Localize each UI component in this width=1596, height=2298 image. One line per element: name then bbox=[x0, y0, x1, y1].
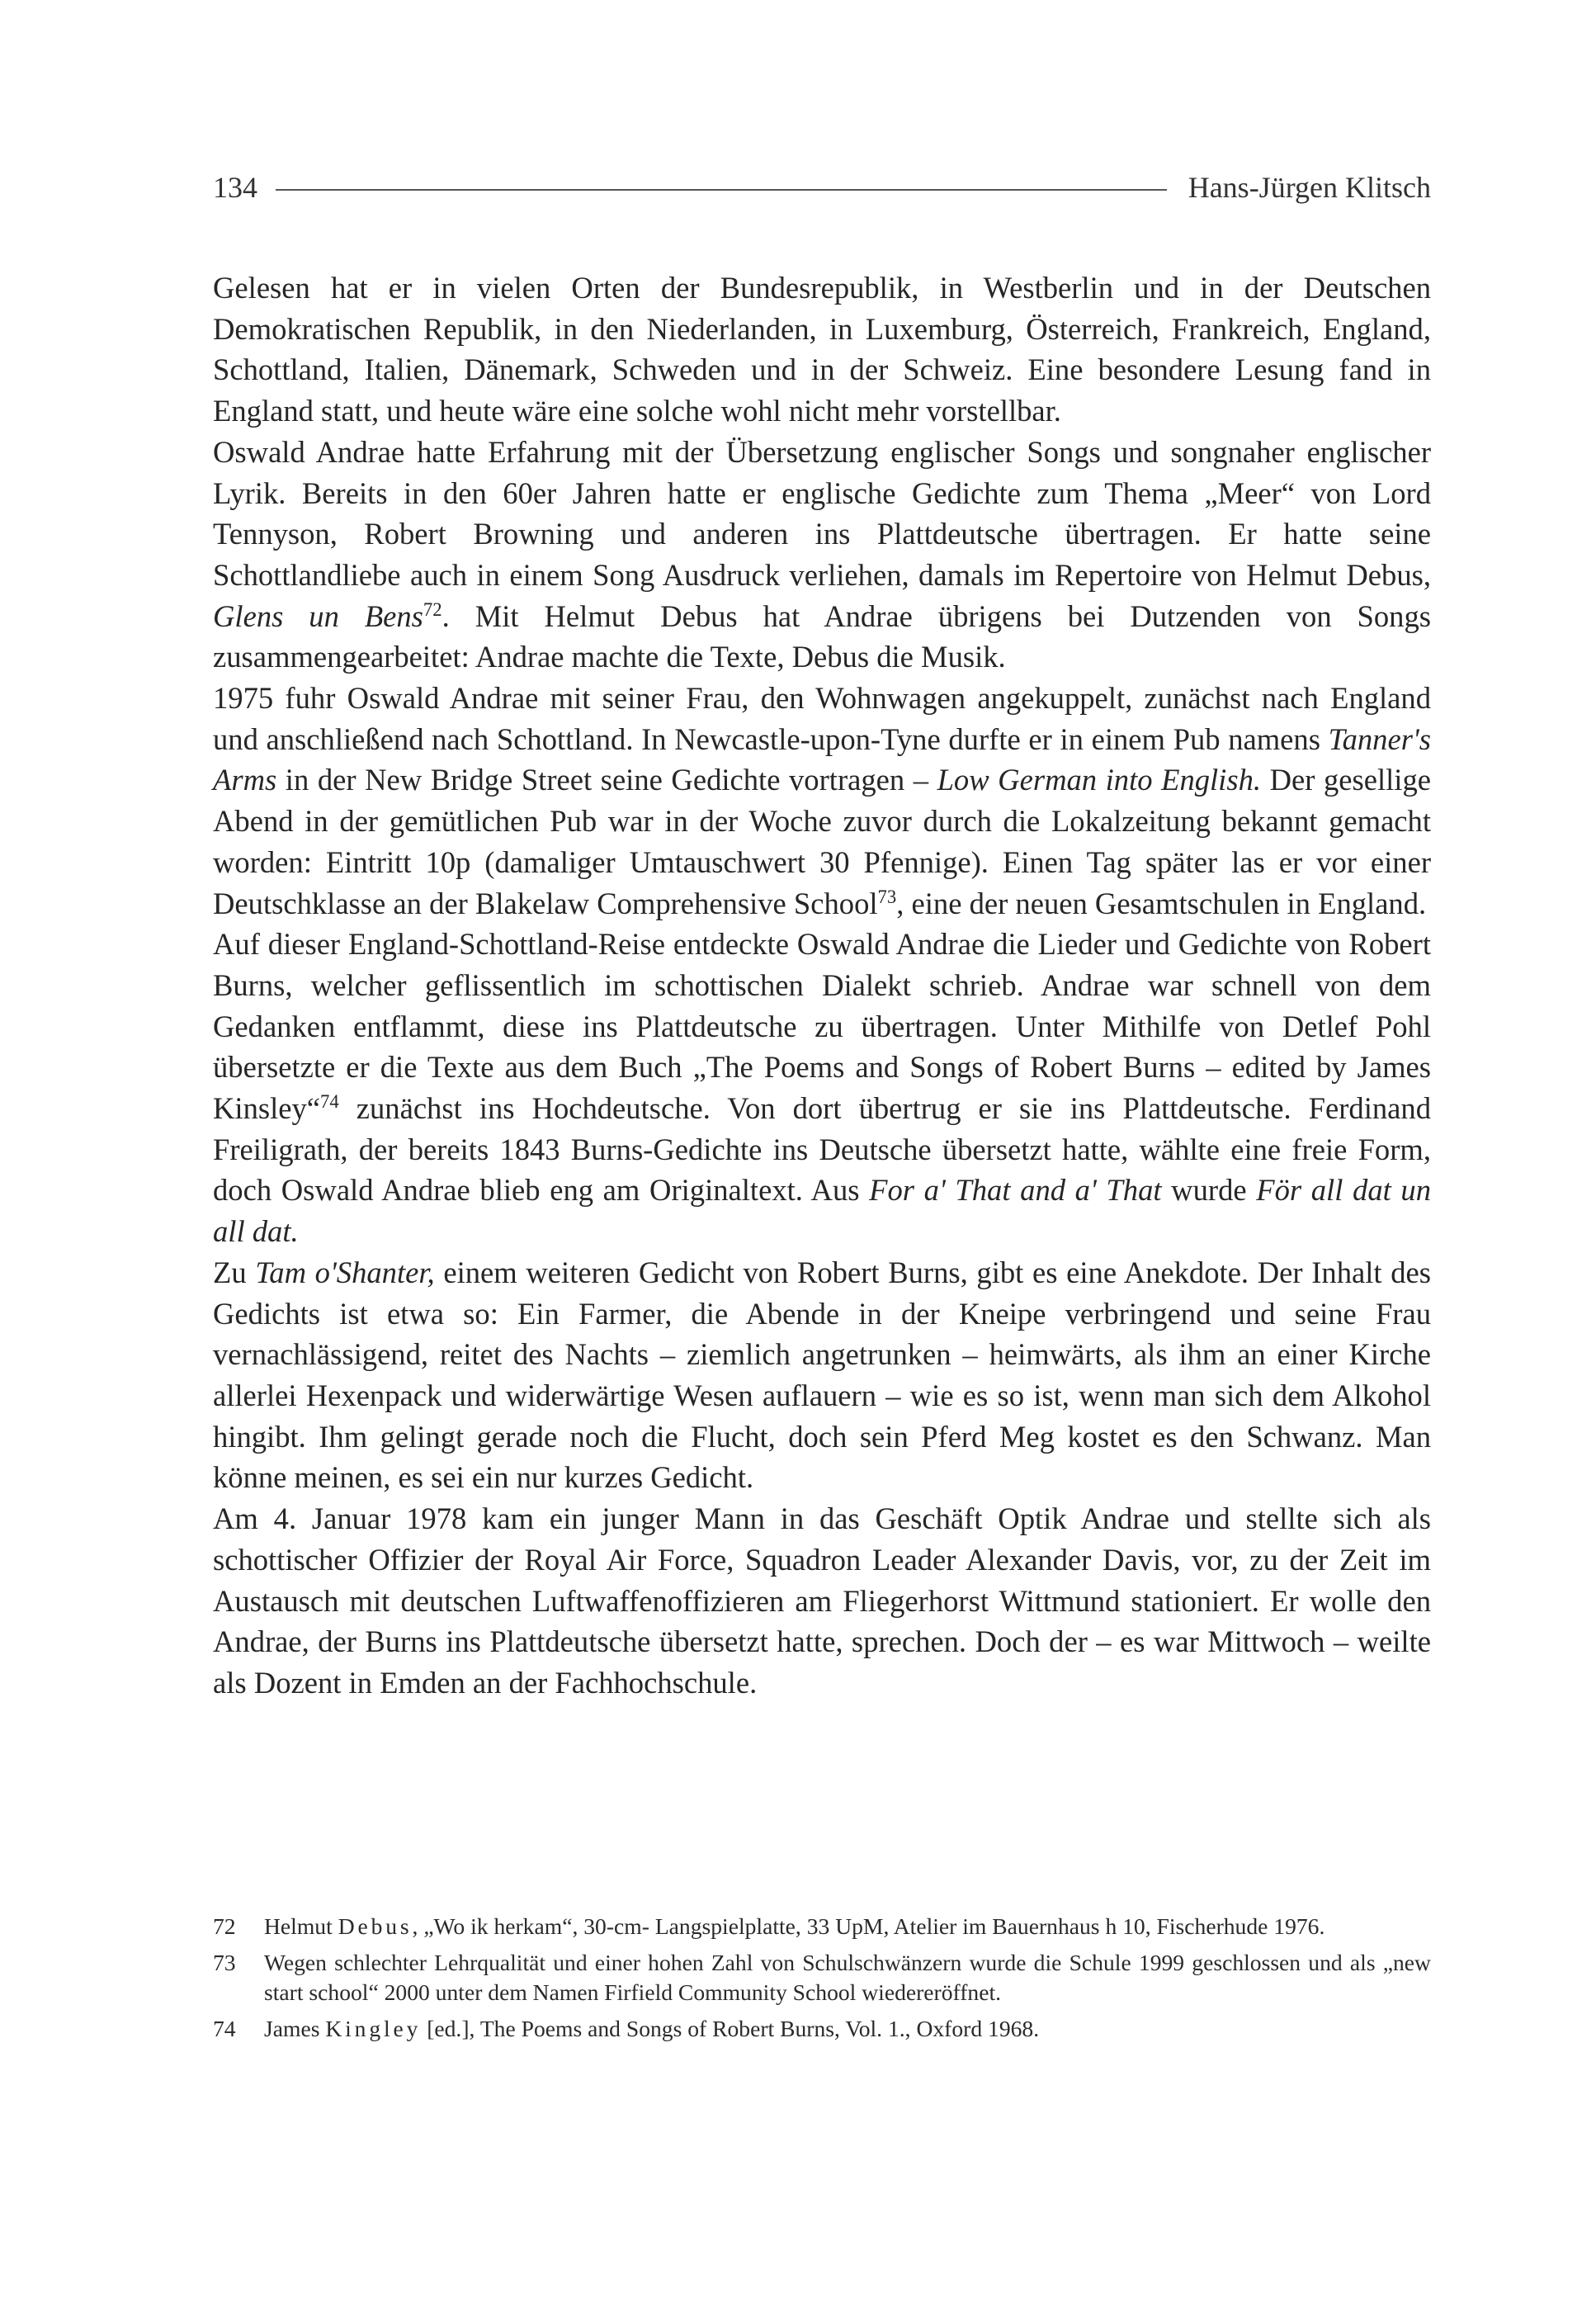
footnote-ref-74[interactable]: 74 bbox=[320, 1090, 339, 1112]
paragraph-1: Gelesen hat er in vielen Orten der Bundesrepublik, in Westberlin und in der Deutschen Demokratischen Republik, in den Niederlanden, in Luxemburg, Österreich, Frankreich, England, Schottland, Italien, Dänemark, Schweden und in der Schweiz. Eine besondere Lesung fand in England statt, und heute wäre eine solche wohl nicht mehr vorstellbar. bbox=[213, 271, 1431, 428]
footnotes bbox=[213, 1912, 1431, 2050]
event-title: Low German into English. bbox=[937, 763, 1262, 797]
footnote-text: Wegen schlechter Lehrqualität und einer hohen Zahl von Schulschwänzern wurde die Schule 1999 geschlossen und als „new start school“ 2000 unter dem Namen Firfield Community School wiedereröffnet. bbox=[264, 1950, 1431, 2005]
poem-title-translation: För all dat un all dat. bbox=[213, 1173, 1432, 1249]
footnote bbox=[213, 1948, 1431, 2007]
song-title: Glens un Bens bbox=[213, 598, 423, 633]
footnote-number: 73 bbox=[213, 1950, 236, 1975]
footnote-number: 74 bbox=[213, 2016, 236, 2041]
body-text bbox=[213, 267, 1431, 1704]
running-head-author: Hans-Jürgen Klitsch bbox=[1188, 171, 1431, 204]
paragraph-4: Auf dieser England-Schottland-Reise entdeckte Oswald Andrae die Lieder und Gedichte von Robert Burns, welcher geflissentlich im schottischen Dialekt schrieb. Andrae war schnell von dem Gedanken entflammt, diese ins Plattdeutsche zu übertragen. Unter Mithilfe von Detlef Pohl übersetzte er die Texte aus dem Buch „The Poems and Songs of Robert Burns – edited by James Kinsley“$^{74}$ zunächst ins Hochdeutsche. Von dort übertrug er sie ins Plattdeutsche. Ferdinand Freiligrath, der bereits 1843 Burns-Gedichte ins Deutsche übersetzt hatte, wählte eine freie Form, doch Oswald Andrae blieb eng am Originaltext. Aus For a' That and a' That wurde För all dat un all dat. bbox=[213, 927, 1432, 1249]
poem-title: Tam o'Shanter, bbox=[255, 1255, 435, 1289]
footnote-ref-73[interactable]: 73 bbox=[877, 886, 897, 907]
poem-title-original: For a' That and a' That bbox=[869, 1173, 1162, 1208]
page-number: 134 bbox=[213, 171, 257, 204]
paragraph-3: 1975 fuhr Oswald Andrae mit seiner Frau, den Wohnwagen angekuppelt, zunächst nach England und anschließend nach Schottland. In Newcastle-upon-Tyne durfte er in einem Pub namens Tanner's Arms in der New Bridge Street seine Gedichte vortragen – Low German into English. Der gesellige Abend in der gemütlichen Pub war in der Woche zuvor durch die Lokalzeitung bekannt gemacht worden: Eintritt 10p (damaliger Umtauschwert 30 Pfennige). Einen Tag später las er vor einer Deutschklasse an der Blakelaw Comprehensive School$^{73}$, eine der neuen Gesamtschulen in England. bbox=[213, 681, 1431, 920]
running-header bbox=[213, 170, 1431, 205]
footnote bbox=[213, 1912, 1431, 1941]
paragraph-5: Zu Tam o'Shanter, einem weiteren Gedicht von Robert Burns, gibt es eine Anekdote. Der Inhalt des Gedichts ist etwa so: Ein Farmer, die Abende in der Kneipe verbringend und seine Frau vernachlässigend, reitet des Nachts – ziemlich angetrunken – heimwärts, als ihm an einer Kirche allerlei Hexenpack und widerwärtige Wesen auflauern – wie es so ist, wenn man sich dem Alkohol hingibt. Ihm gelingt gerade noch die Flucht, doch sein Pferd Meg kostet es den Schwanz. Man könne meinen, es sei ein nur kurzes Gedicht. bbox=[213, 1255, 1432, 1495]
footnote-number: 72 bbox=[213, 1913, 236, 1939]
footnote-ref-72[interactable]: 72 bbox=[423, 598, 442, 620]
footnote-text: James Kingley [ed.], The Poems and Songs of Robert Burns, Vol. 1., Oxford 1968. bbox=[264, 2016, 1040, 2041]
footnote-text: Helmut Debus, „Wo ik herkam“, 30-cm- Langspielplatte, 33 UpM, Atelier im Bauernhaus h 10, Fischerhude 1976. bbox=[264, 1913, 1325, 1939]
paragraph-6: Am 4. Januar 1978 kam ein junger Mann in das Geschäft Optik Andrae und stellte sich als schottischer Offizier der Royal Air Force, Squadron Leader Alexander Davis, vor, zu der Zeit im Austausch mit deutschen Luftwaffenoffizieren am Fliegerhorst Wittmund stationiert. Er wolle den Andrae, der Burns ins Plattdeutsche übersetzt hatte, sprechen. Doch der – es war Mittwoch – weilte als Dozent in Emden an der Fachhochschule. bbox=[213, 1501, 1431, 1700]
pub-name: Tanner's Arms bbox=[213, 721, 1431, 797]
header-rule bbox=[276, 189, 1167, 191]
paragraph-2: Oswald Andrae hatte Erfahrung mit der Übersetzung englischer Songs und songnaher englischer Lyrik. Bereits in den 60er Jahren hatte er englische Gedichte zum Thema „Meer“ von Lord Tennyson, Robert Browning und anderen ins Plattdeutsche übertragen. Er hatte seine Schottlandliebe auch in einem Song Ausdruck verliehen, damals im Repertoire von Helmut Debus, Glens un Bens$^{72}$. Mit Helmut Debus hat Andrae übrigens bei Dutzenden von Songs zusammengearbeitet: Andrae machte die Texte, Debus die Musik. bbox=[213, 434, 1431, 674]
footnote bbox=[213, 2014, 1431, 2044]
